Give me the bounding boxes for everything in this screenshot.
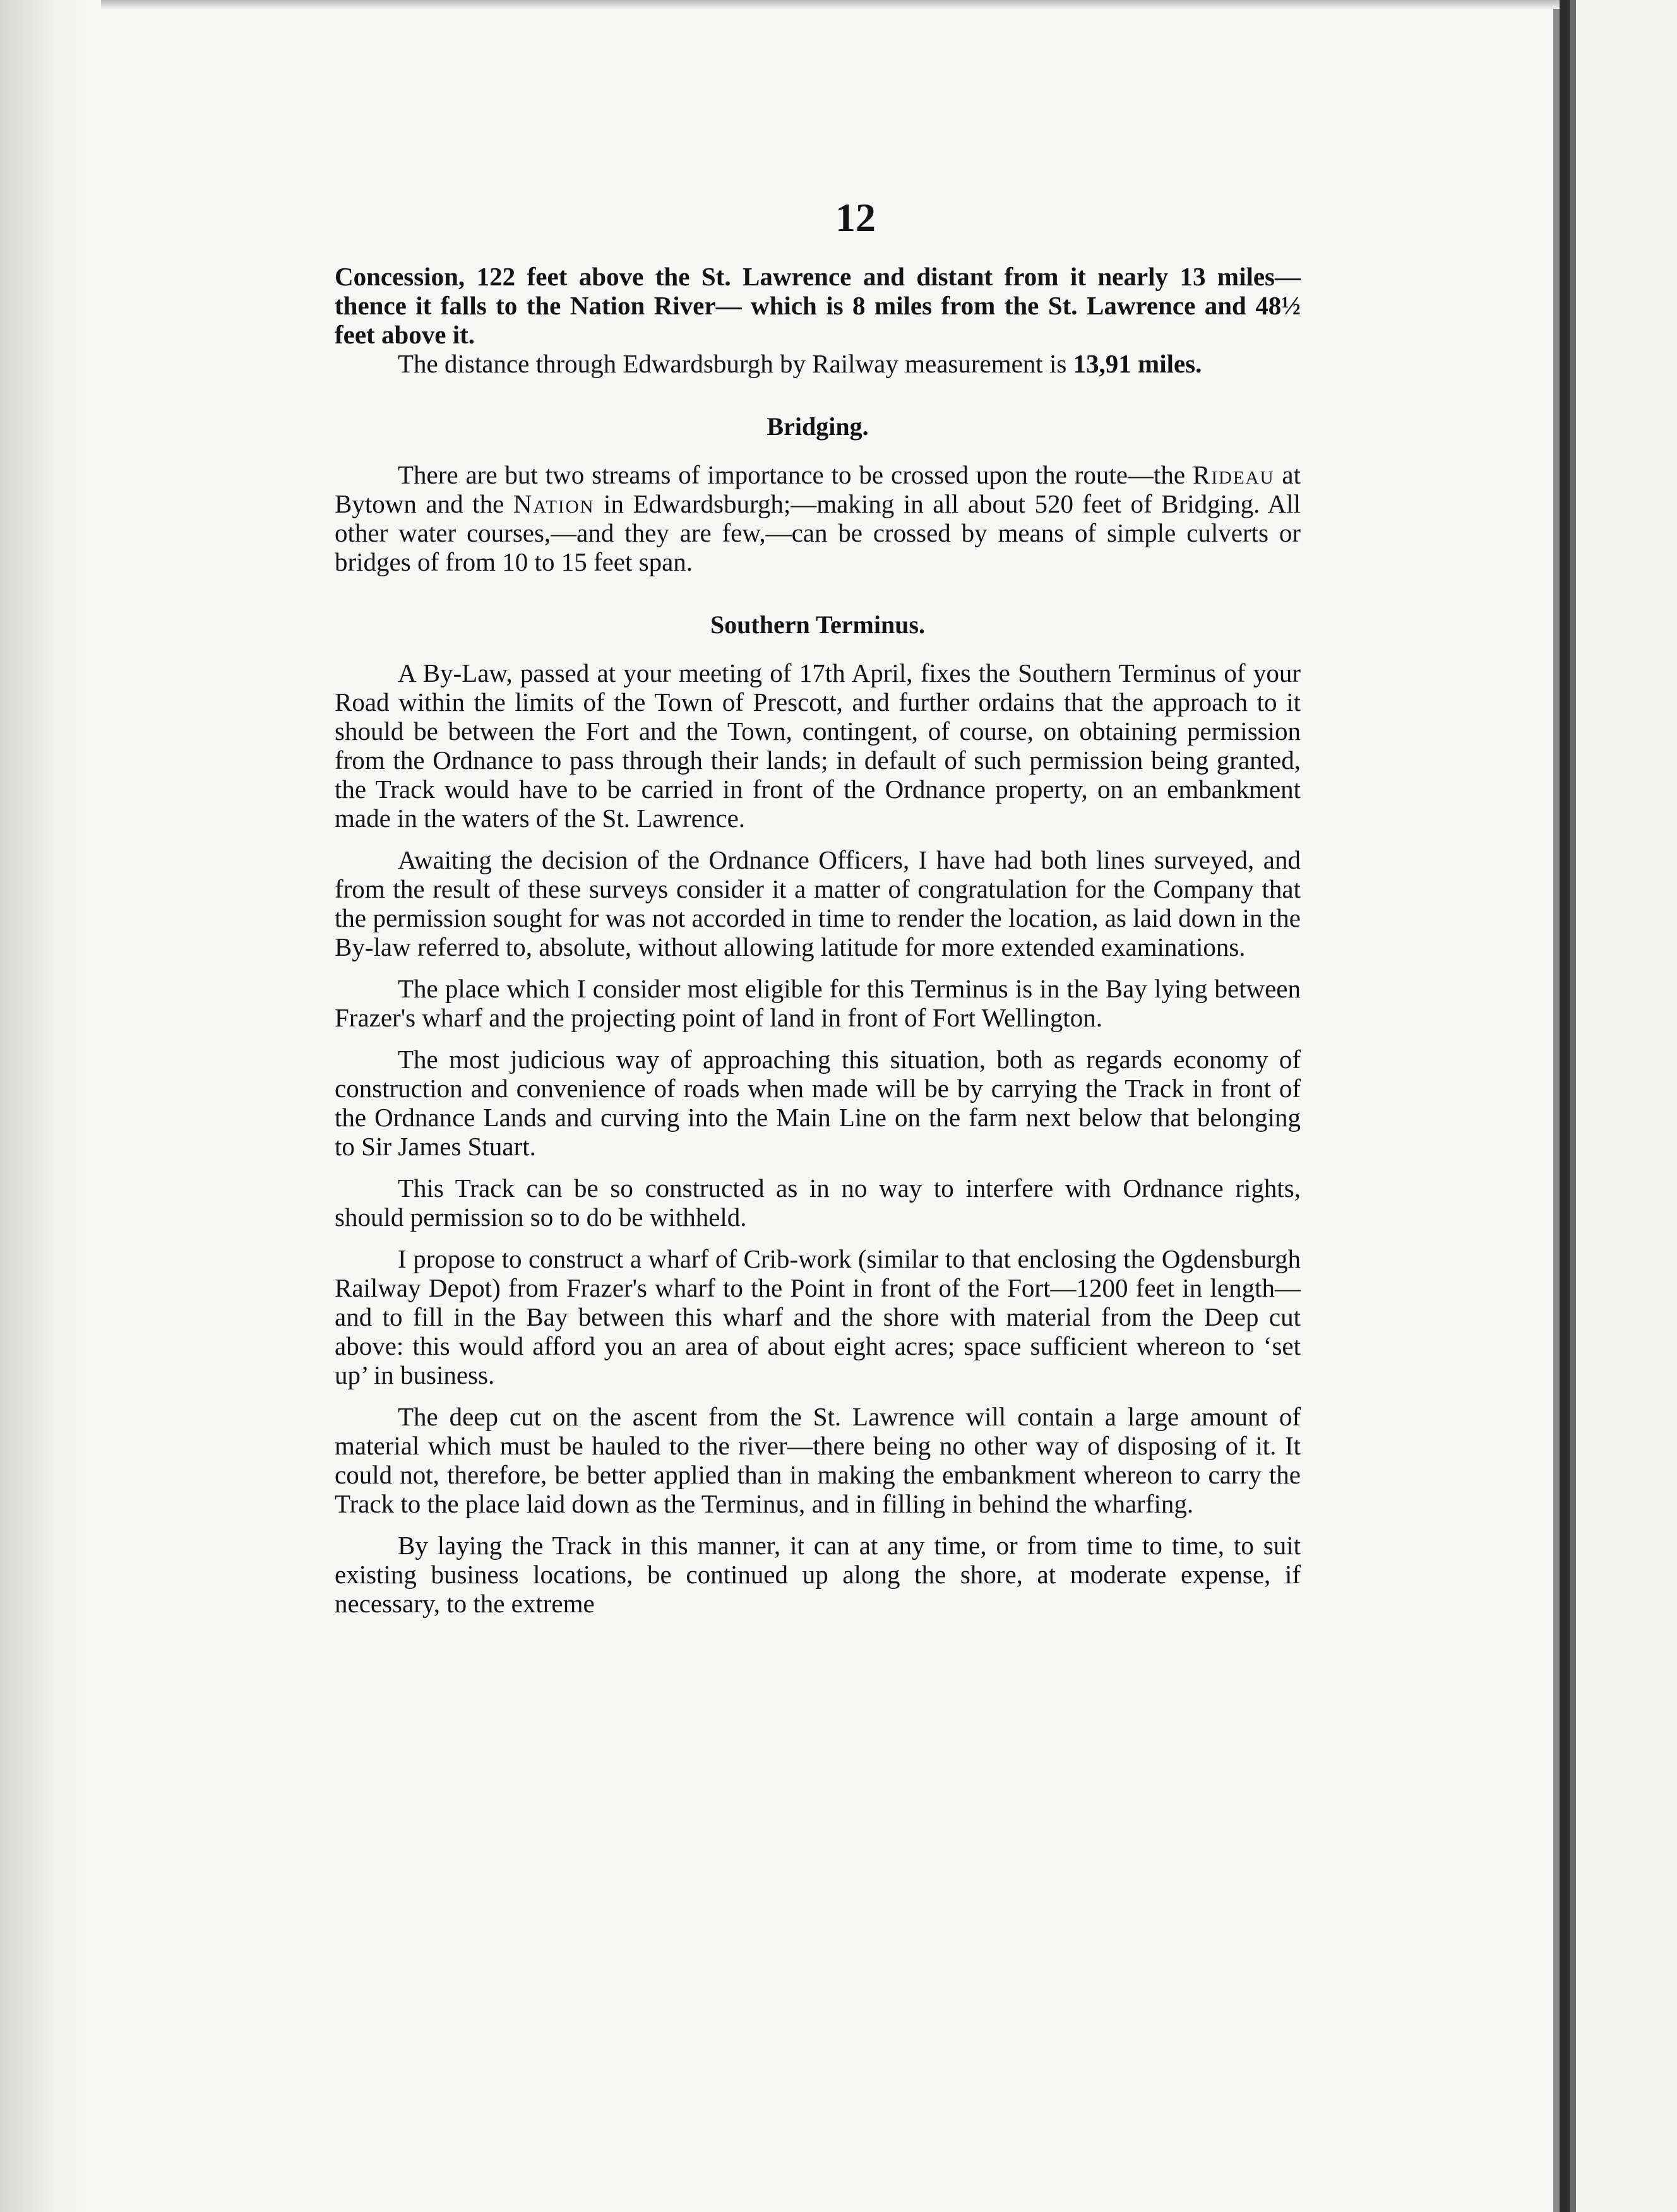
terminus-paragraph-7: The deep cut on the ascent from the St. Lawrence will contain a large amount of material which must be hauled to the river—there being no other way of disposing of it. It could not, therefore, be better applied than in making the embankment whereon to carry the Track to the place laid down as the Terminus, and in filling in behind the wharfing. — [335, 1402, 1301, 1518]
carryover-line-2: 13 miles—thence it falls to the Nation River— which is 8 miles from the — [335, 262, 1301, 320]
bridging-text-c: in Edwardsburgh;—making in all about 520 feet of Bridging. All other water courses,—and they are few,—can be crossed by means of simple culverts or bridges of from 10 to 15 feet span. — [335, 489, 1301, 576]
carryover-paragraph — [335, 262, 1301, 349]
bridging-paragraph — [335, 460, 1301, 576]
terminus-paragraph-8: By laying the Track in this manner, it can at any time, or from time to time, to suit existing business locations, be continued up along the shore, at moderate expense, if necessary, to the extreme — [335, 1531, 1301, 1618]
nation-name: Nation — [513, 489, 595, 518]
distance-line-2: 13,91 miles. — [1073, 349, 1202, 378]
terminus-paragraph-2: Awaiting the decision of the Ordnance Officers, I have had both lines surveyed, and from the result of these surveys consider it a matter of congratulation for the Company that the permission sought for was not accorded in time to render the location, as laid down in the By-law referred to, absolute, without allowing latitude for more extended examinations. — [335, 845, 1301, 961]
terminus-paragraph-5: This Track can be so constructed as in no way to interfere with Ordnance rights, should permission so to do be withheld. — [335, 1174, 1301, 1232]
adjacent-page-edge — [1570, 0, 1677, 2212]
carryover-line-3: St. Lawrence and 48½ feet above it. — [335, 291, 1301, 349]
distance-line-1: The distance through Edwardsburgh by Railway measurement is — [398, 349, 1067, 378]
page-gutter-shadow — [0, 0, 101, 2212]
page-top-edge — [0, 0, 1560, 9]
terminus-paragraph-1: A By-Law, passed at your meeting of 17th April, fixes the Southern Terminus of your Road within the limits of the Town of Prescott, and further ordains that the approach to it should be between the Fort and the Town, contingent, of course, on obtaining permission from the Ordnance to pass through their lands; in default of such permission being granted, the Track would have to be carried in front of the Ordnance property, on an embankment made in the waters of the St. Lawrence. — [335, 658, 1301, 833]
terminus-paragraph-3: The place which I consider most eligible for this Terminus is in the Bay lying between Frazer's wharf and the projecting point of land in front of Fort Wellington. — [335, 974, 1301, 1032]
southern-terminus-heading: Southern Terminus. — [710, 610, 926, 639]
page-number: 12 — [835, 195, 876, 240]
bridging-text-a: There are but two streams of importance to be crossed upon the route—the — [398, 460, 1186, 489]
bridging-text-b: at Bytown and the — [335, 460, 1301, 518]
bridging-heading: Bridging. — [767, 412, 869, 441]
distance-paragraph — [335, 349, 1301, 378]
page-text — [335, 189, 1301, 1618]
terminus-paragraph-4: The most judicious way of approaching this situation, both as regards economy of construction and convenience of roads when made will be by carrying the Track in front of the Ordnance Lands and curving into the Main Line on the farm next below that belonging to Sir James Stuart. — [335, 1045, 1301, 1161]
rideau-name: Rideau — [1192, 460, 1275, 489]
carryover-line-1: Concession, 122 feet above the St. Lawrence and distant from it nearly — [335, 262, 1168, 291]
terminus-paragraph-6: I propose to construct a wharf of Crib-work (similar to that enclosing the Ogdensburgh Railway Depot) from Frazer's wharf to the Point in front of the Fort—1200 feet in length—and to fill in the Bay between this wharf and the shore with material from the Deep cut above: this would afford you an area of about eight acres; space sufficient whereon to ‘set up’ in business. — [335, 1244, 1301, 1389]
